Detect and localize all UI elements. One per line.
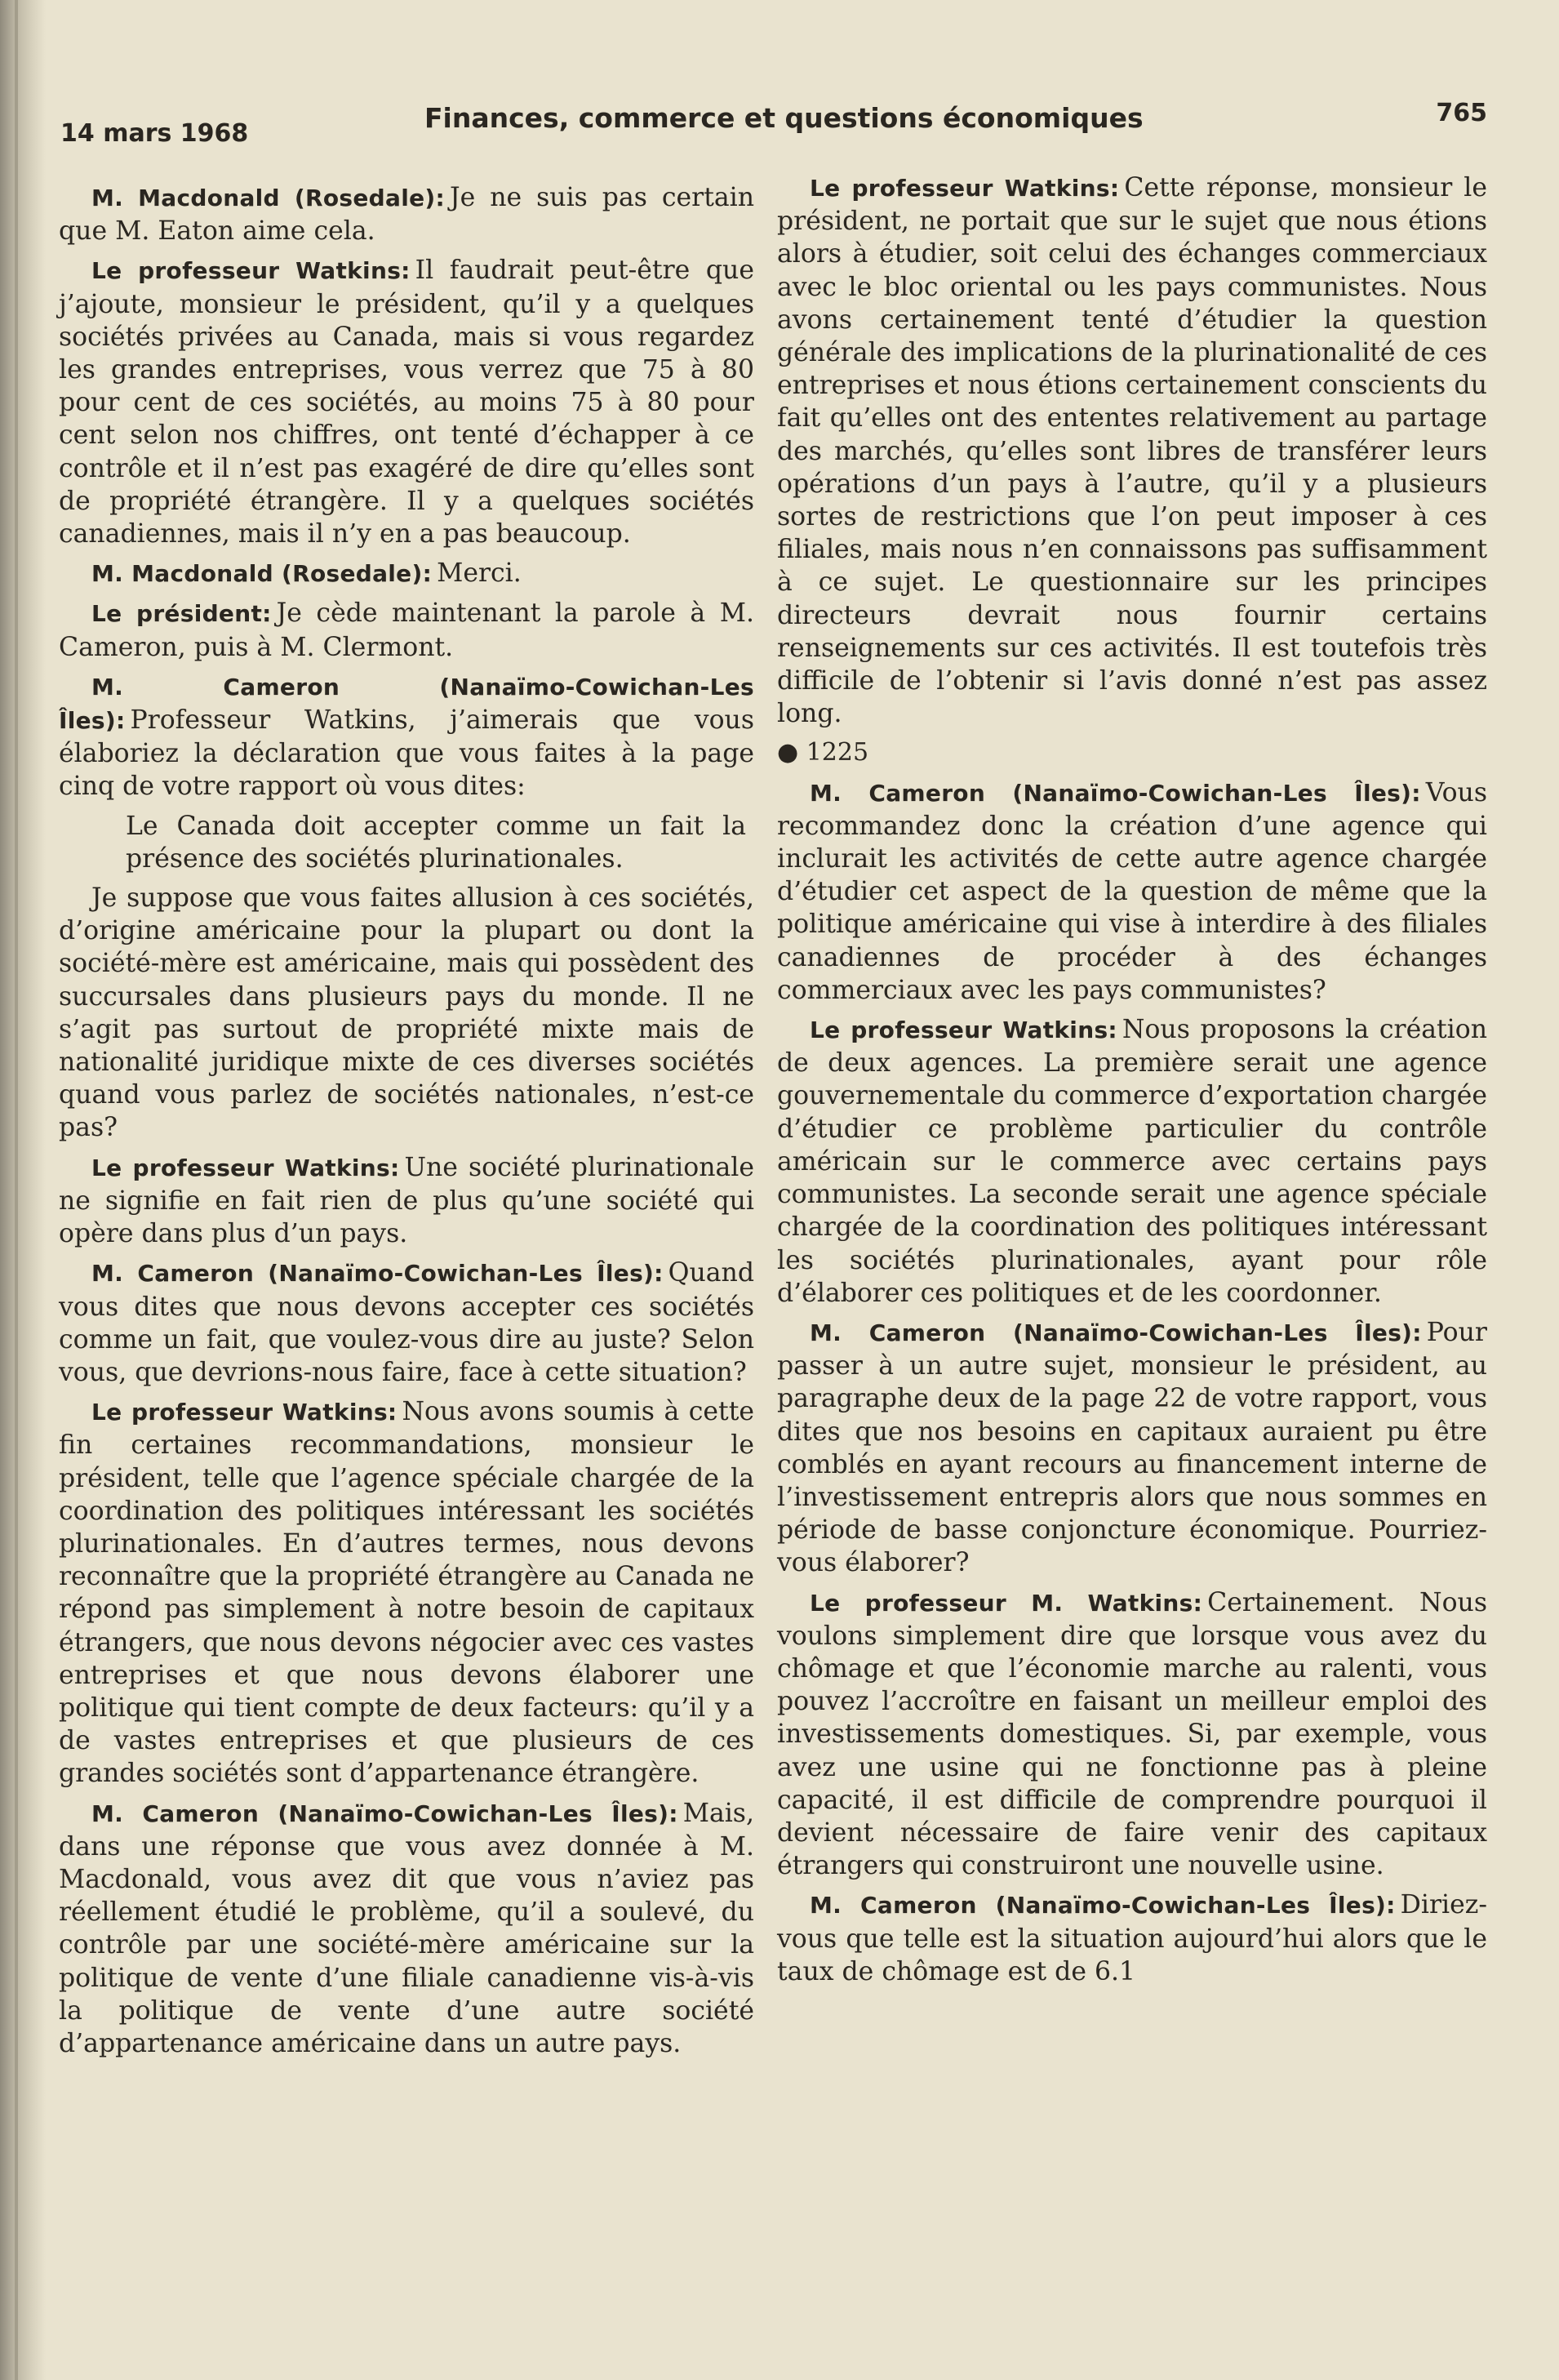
paragraph (59, 557, 754, 590)
speaker-name: Le professeur Watkins: (810, 175, 1120, 202)
speaker-name: Le professeur Watkins: (91, 1399, 398, 1426)
paragraph (59, 254, 754, 550)
paragraph (777, 1316, 1487, 1580)
speech-text: Professeur Watkins, j’aimerais que vous élaboriez la déclaration que vous faites à la page cinq de votre rapport où vous dites: (59, 705, 754, 802)
paragraph (777, 776, 1487, 1007)
speaker-name: Le professeur Watkins: (91, 1154, 400, 1181)
paragraph (59, 1257, 754, 1389)
paragraph (777, 1586, 1487, 1883)
speaker-name: M. Cameron (Nanaïmo-Cowichan-Les Îles): (91, 1260, 664, 1288)
speech-text: Il faudrait peut-être que j’ajoute, monsieur le président, qu’il y a quelques sociétés privées au Canada, mais si vous regardez les grandes entreprises, vous verrez que 75 à 80 pour cent de ces sociétés, au moins 75 à 80 pour cent selon nos chiffres, ont tenté d’échapper à ce contrôle et il n’est pas exagéré de dire qu’elles sont de propriété étrangère. Il y a quelques sociétés canadiennes, mais il n’y en a pas beaucoup. (59, 256, 754, 549)
speech-text: Pour passer à un autre sujet, monsieur le président, au paragraphe deux de la page 22 de votre rapport, vous dites que nos besoins en capitaux auraient pu être comblés en ayant recours au financement interne de l’investissement entrepris alors que nous sommes en période de basse conjoncture économique. Pourriez-vous élaborer? (777, 1317, 1487, 1578)
speech-text: Nous proposons la création de deux agences. La première serait une agence gouvernementale du commerce d’exportation chargée d’étudier ce problème particulier du contrôle américain sur le commerce avec certains pays communistes. La seconde serait une agence spéciale chargée de la coordination des politiques intéressant les sociétés plurinationales, ayant pour rôle d’élaborer ces politiques et de les coordonner. (777, 1015, 1487, 1308)
speech-text: Diriez-vous que telle est la situation aujourd’hui alors que le taux de chômage est de 6.1 (777, 1890, 1487, 1986)
paragraph (777, 1888, 1487, 1988)
speech-text: Une société plurinationale ne signifie en fait rien de plus qu’une société qui opère dans plus d’un pays. (59, 1152, 754, 1249)
paragraph: Je suppose que vous faites allusion à ces sociétés, d’origine américaine pour la plupart ou dont la société-mère est américaine, mais qui possèdent des succursales dans plusieurs pays du monde. Il ne s’agit pas surtout de propriété mixte mais de nationalité juridique mixte de ces diverses sociétés quand vous parlez de sociétés nationales, n’est-ce pas? (59, 883, 754, 1143)
speaker-name: M. Cameron (Nanaïmo-Cowichan-Les Îles): (810, 1892, 1396, 1920)
speaker-name: M. Cameron (Nanaïmo-Cowichan-Les Îles): (810, 779, 1421, 807)
speaker-name: Le professeur Watkins: (810, 1017, 1117, 1044)
speech-text: Quand vous dites que nous devons accepter ces sociétés comme un fait, que voulez-vous dire au juste? Selon vous, que devrions-nous faire, face à cette situation? (59, 1258, 754, 1387)
speech-text: Cette réponse, monsieur le président, ne portait que sur le sujet que nous étions alors à étudier, soit celui des échanges commerciaux avec le bloc oriental ou les pays communistes. Nous avons certainement tenté d’étudier la question générale des implications de la plurinationalité de ces entreprises et nous étions certainement conscients du fait qu’elles ont des ententes relativement au partage des marchés, qu’elles sont libres de transférer leurs opérations d’un pays à l’autre, qu’il y a plusieurs sortes de restrictions que l’on peut imposer à ces filiales, mais nous n’en connaissons pas suffisamment à ce sujet. Le questionnaire sur les principes directeurs devrait nous fournir certains renseignements sur ces activités. Il est toutefois très difficile de l’obtenir si l’avis donné n’est pas assez long. (777, 173, 1487, 729)
paragraph (59, 1395, 754, 1790)
speaker-name: Le président: (91, 600, 272, 628)
header-title: Finances, commerce et questions économiques (424, 102, 1144, 134)
paragraph (59, 670, 754, 803)
paragraph (59, 1151, 754, 1251)
page-number: 765 (1436, 99, 1487, 127)
speaker-name: M. Cameron (Nanaïmo-Cowichan-Les Îles): (59, 673, 754, 735)
speaker-name: M. Cameron (Nanaïmo-Cowichan-Les Îles): (91, 1799, 678, 1827)
speech-text: Mais, dans une réponse que vous avez donnée à M. Macdonald, vous avez dit que vous n’aviez pas réellement étudié le problème, qu’il a soulevé, du contrôle par une société-mère américaine sur la politique de vente d’une filiale canadienne vis-à-vis la politique de vente d’une autre société d’appartenance américaine dans un autre pays. (59, 1798, 754, 2058)
block-quote: Le Canada doit accepter comme un fait la présence des sociétés plurinationales. (126, 811, 746, 874)
binding-edge (15, 0, 18, 2380)
speaker-name: M. Macdonald (Rosedale): (91, 185, 445, 211)
speech-text: Certainement. Nous voulons simplement dire que lorsque vous avez du chômage et que l’économie marche au ralenti, vous pouvez l’accroître en faisant un meilleur emploi des investissements domestiques. Si, par exemple, vous avez une usine qui ne fonctionne pas à pleine capacité, il est difficile de comprendre pourquoi il devient nécessaire de faire venir des capitaux étrangers qui construiront une nouvelle usine. (777, 1587, 1487, 1881)
time-marker: ● 1225 (777, 738, 869, 767)
running-header (59, 90, 1487, 147)
left-column (59, 181, 754, 2066)
speech-text: Vous recommandez donc la création d’une agence qui inclurait les activités de cette autre agence chargée d’étudier cet aspect de la question de même que la politique américaine qui vise à interdire à des filiales canadiennes de procéder à des échanges commerciaux avec les pays communistes? (777, 777, 1487, 1005)
speech-text: Merci. (437, 558, 522, 589)
speech-text: Je ne suis pas certain que M. Eaton aime cela. (59, 183, 754, 247)
book-spine-shadow (0, 0, 46, 2380)
speaker-name: M. Macdonald (Rosedale): (91, 560, 433, 588)
paragraph (59, 181, 754, 247)
speech-text: Je cède maintenant la parole à M. Cameron, puis à M. Clermont. (59, 598, 754, 662)
paragraph (777, 171, 1487, 730)
speech-text: Nous avons soumis à cette fin certaines recommandations, monsieur le président, telle que l’agence spéciale chargée de la coordination des politiques intéressant les sociétés plurinationales. En d’autres termes, nous devons reconnaître que la propriété étrangère au Canada ne répond pas simplement à notre besoin de capitaux étrangers, que nous devons négocier avec ces vastes entreprises et que nous devons élaborer une politique qui tient compte de deux facteurs: qu’il y a de vastes entreprises et que plusieurs de ces grandes sociétés sont d’appartenance étrangère. (59, 1397, 755, 1789)
header-date: 14 mars 1968 (60, 119, 249, 148)
paragraph (59, 1797, 754, 2061)
paragraph (777, 1013, 1487, 1310)
right-column (777, 171, 1487, 1995)
document-page (59, 90, 1487, 2343)
speaker-name: Le professeur M. Watkins: (810, 1589, 1203, 1617)
paragraph (59, 597, 754, 663)
speaker-name: Le professeur Watkins: (91, 257, 411, 285)
speaker-name: M. Cameron (Nanaïmo-Cowichan-Les Îles): (810, 1319, 1422, 1346)
